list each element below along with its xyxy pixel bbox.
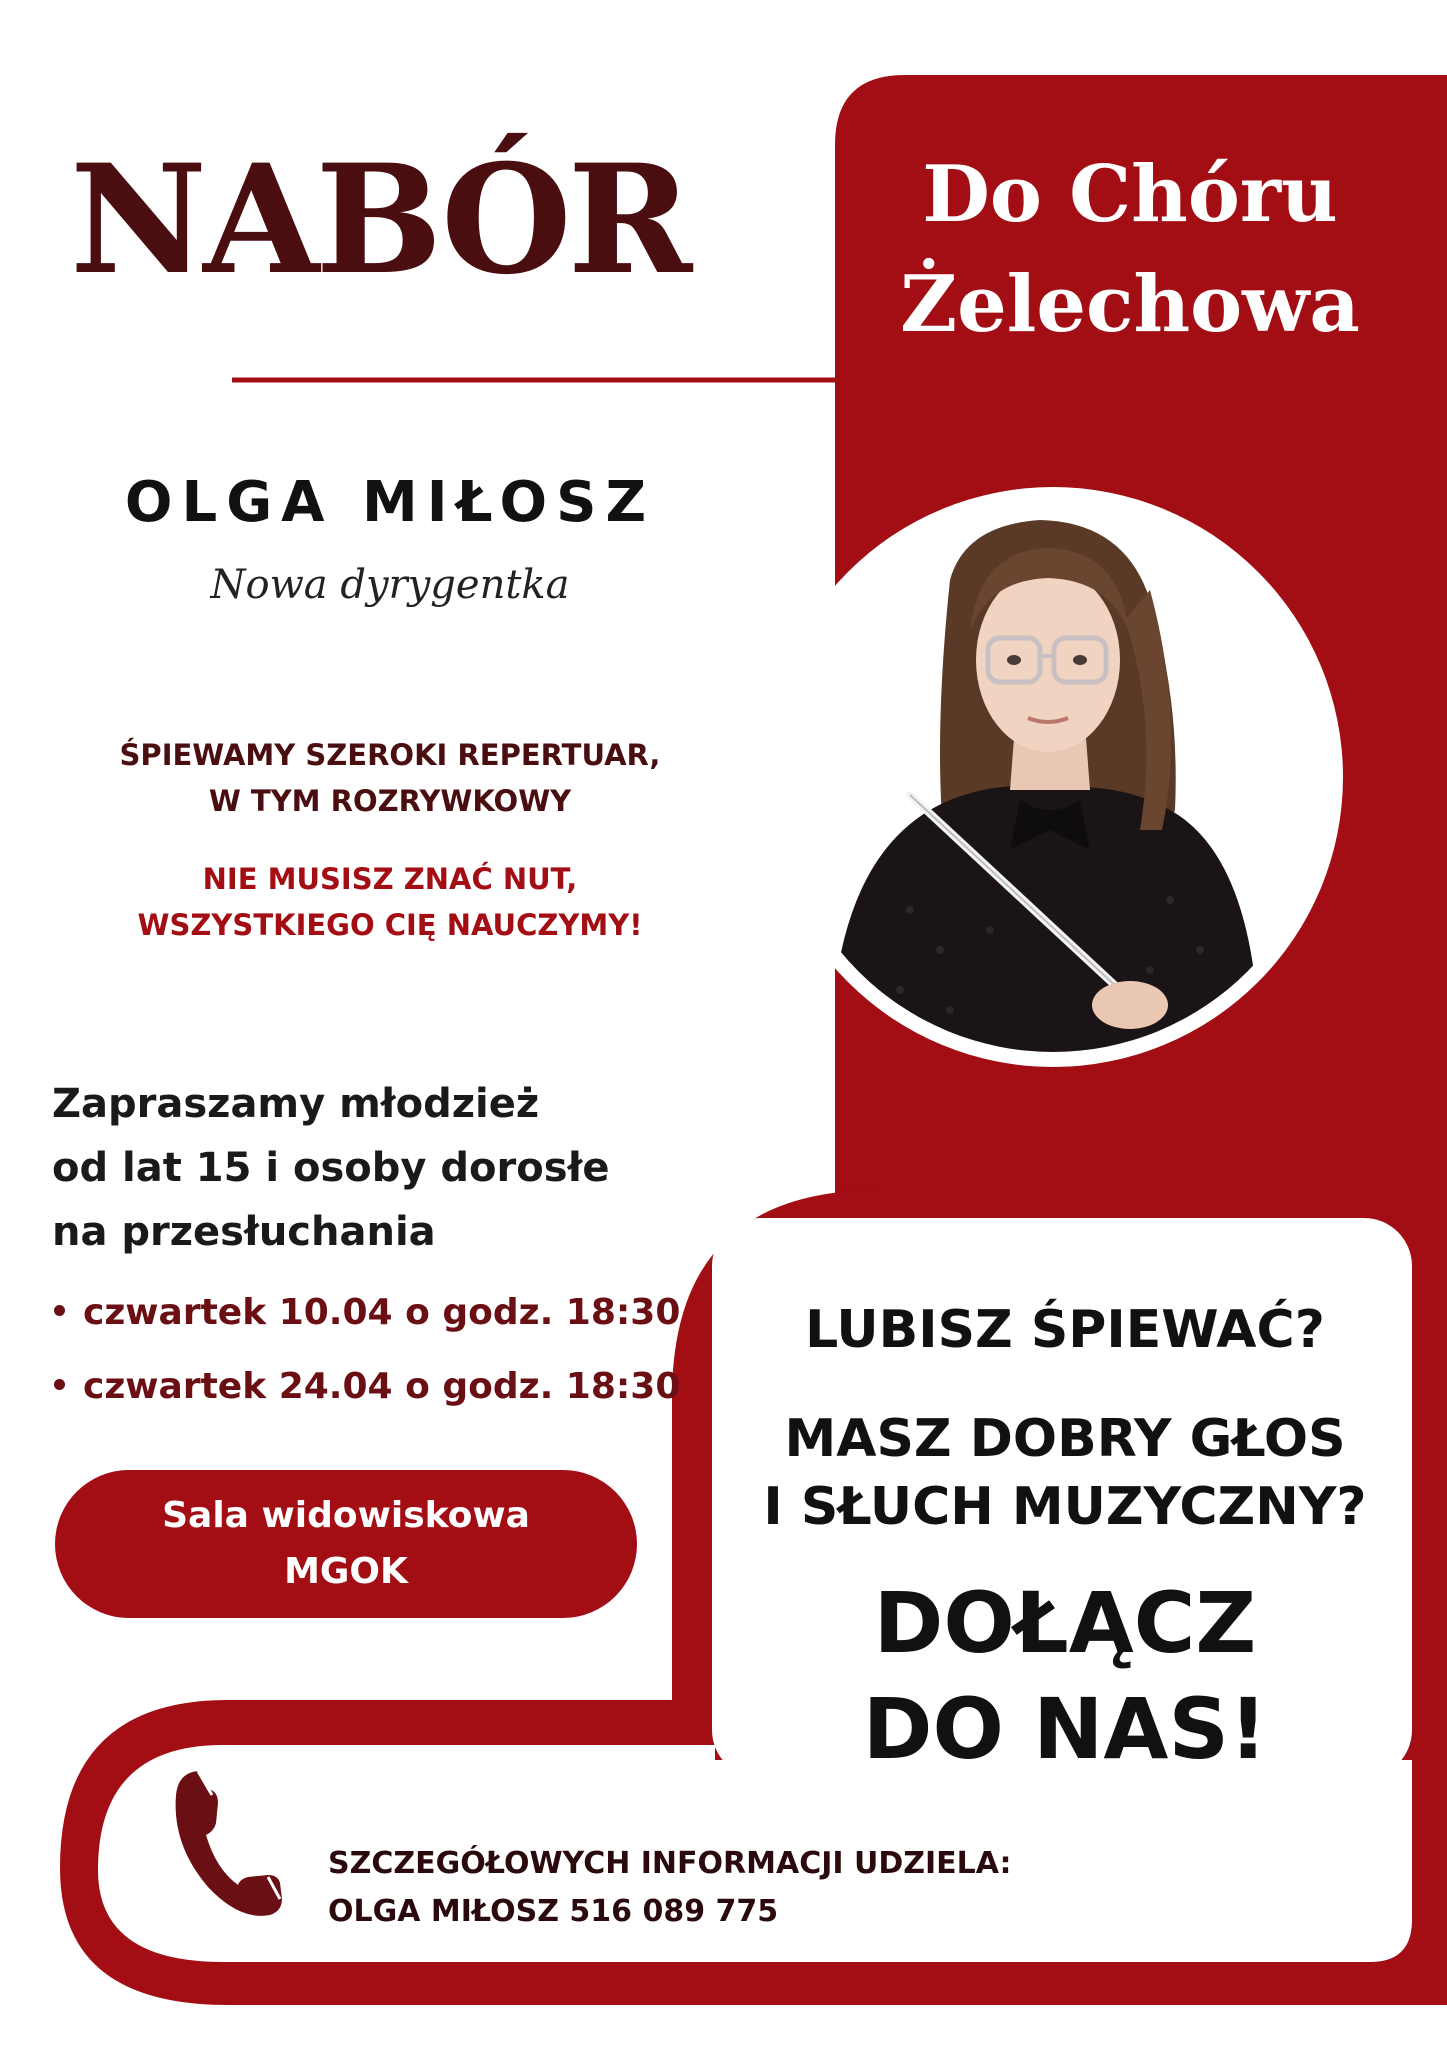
no-notes-line2: WSZYSTKIEGO CIĘ NAUCZYMY! (137, 908, 643, 942)
audition-date: czwartek 24.04 o godz. 18:30 (83, 1366, 681, 1407)
venue-line2: MGOK (284, 1551, 408, 1592)
repertoire-line1: ŚPIEWAMY SZEROKI REPERTUAR, (119, 738, 661, 772)
choir-subtitle-line1: Do Chóru (922, 149, 1338, 240)
conductor-name: OLGA MIŁOSZ (124, 470, 656, 535)
contact-line1: SZCZEGÓŁOWYCH INFORMACJI UDZIELA: (328, 1846, 1012, 1881)
callout-question2-line1: MASZ DOBRY GŁOS (784, 1409, 1346, 1469)
list-item (50, 1276, 690, 1350)
venue-line1: Sala widowiskowa (162, 1495, 530, 1536)
bullet-icon (54, 1305, 65, 1316)
phone-icon (168, 1765, 288, 1925)
choir-subtitle-line2: Żelechowa (900, 259, 1360, 350)
audition-dates (50, 1276, 690, 1424)
bullet-icon (54, 1379, 65, 1390)
join-cta (725, 1570, 1405, 1782)
audition-date: czwartek 10.04 o godz. 18:30 (83, 1292, 681, 1333)
callout-question2-line2: I SŁUCH MUZYCZNY? (763, 1477, 1367, 1537)
no-notes-line1: NIE MUSISZ ZNAĆ NUT, (202, 862, 578, 896)
contact-info (328, 1840, 1228, 1936)
invitation-text (52, 1072, 692, 1264)
venue-badge (55, 1470, 637, 1618)
invitation-line2: od lat 15 i osoby dorosłe (52, 1145, 610, 1191)
list-item (50, 1350, 690, 1424)
callout-question1: LUBISZ ŚPIEWAĆ? (805, 1300, 1325, 1360)
invitation-line1: Zapraszamy młodzież (52, 1081, 540, 1127)
no-notes-note (60, 856, 720, 948)
callout-question2 (725, 1405, 1405, 1541)
conductor-photo (790, 470, 1320, 1070)
repertoire-line2: W TYM ROZRYWKOWY (208, 784, 572, 818)
contact-line2: OLGA MIŁOSZ 516 089 775 (328, 1894, 779, 1929)
repertoire-note (60, 732, 720, 824)
choir-subtitle (870, 140, 1390, 360)
join-cta-line2: DO NAS! (862, 1680, 1268, 1778)
invitation-line3: na przesłuchania (52, 1209, 436, 1255)
join-cta-line1: DOŁĄCZ (873, 1574, 1257, 1672)
page-title: NABÓR (70, 132, 689, 308)
conductor-role: Nowa dyrygentka (210, 562, 570, 608)
